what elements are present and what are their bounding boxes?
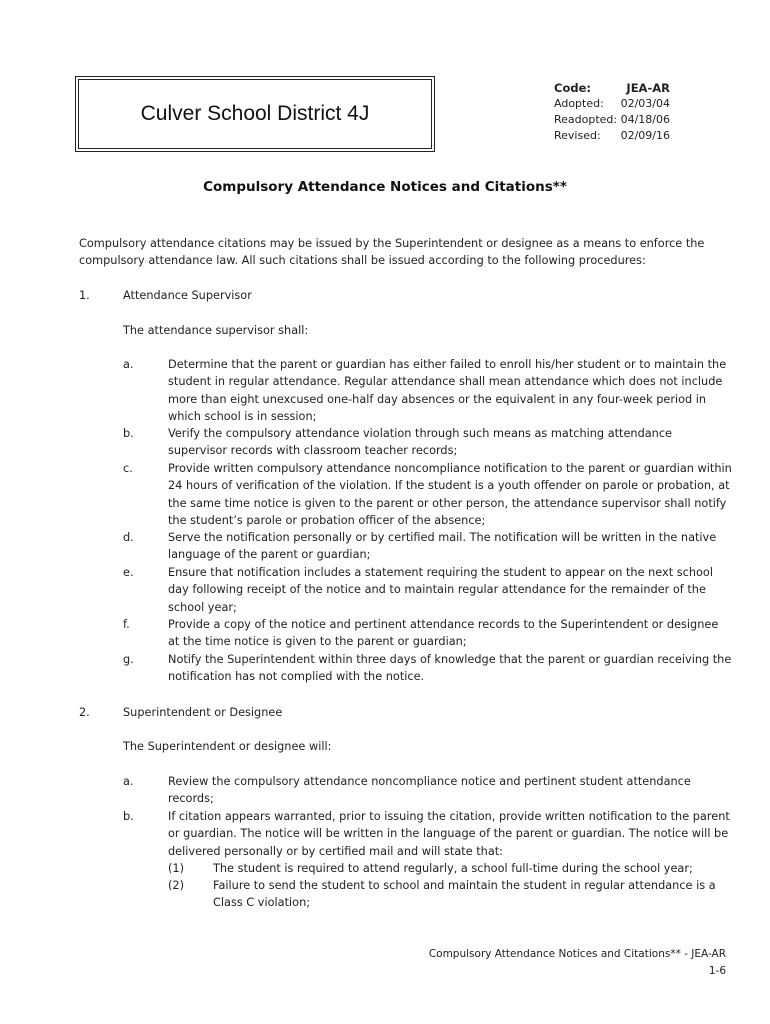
list-item xyxy=(123,773,733,808)
item-letter: c. xyxy=(123,462,133,475)
readopted-label: Readopted: xyxy=(554,113,618,126)
list-item xyxy=(123,529,733,564)
item-letter: b. xyxy=(123,427,134,440)
item-text: Provide a copy of the notice and pertinent attendance records to the Superintendent or designee at the time notice is given to the parent or guardian; xyxy=(168,618,719,649)
sub-item xyxy=(168,877,728,912)
item-letter: d. xyxy=(123,531,134,544)
item-text: Notify the Superintendent within three days of knowledge that the parent or guardian receiving the notification has not complied with the notice. xyxy=(168,653,732,684)
item-letter: g. xyxy=(123,653,134,666)
district-name: Culver School District 4J xyxy=(140,102,370,125)
code-label: Code: xyxy=(554,81,591,95)
item-text: Ensure that notification includes a statement requiring the student to appear on the next school day following receipt of the notice and to maintain regular attendance for the remainder of the school year; xyxy=(168,566,713,614)
sub-item-text: The student is required to attend regularly, a school full-time during the school year; xyxy=(213,862,693,875)
page-footer xyxy=(429,946,726,980)
revised-label: Revised: xyxy=(554,129,601,142)
section-title: Superintendent or Designee xyxy=(123,706,283,719)
sub-item xyxy=(168,860,728,877)
list-item xyxy=(123,808,733,860)
section-number: 2. xyxy=(79,706,90,719)
sub-item-text: Failure to send the student to school and maintain the student in regular attendance is a Class C violation; xyxy=(213,879,716,910)
list-item xyxy=(123,616,733,651)
readopted-row xyxy=(554,112,670,128)
item-text: Provide written compulsory attendance noncompliance notification to the parent or guardian within 24 hours of verification of the violation. If the student is a youth offender on parole or probation, at the same time notice is given to the parent or other person, the attendance supervisor shall notify the student’s parole or probation officer of the absence; xyxy=(168,462,732,527)
adopted-value: 02/03/04 xyxy=(620,97,670,110)
item-text: If citation appears warranted, prior to issuing the citation, provide written notification to the parent or guardian. The notice will be written in the language of the parent or guardian. The notice will be delivered personally or by certified mail and will state that: xyxy=(168,810,730,858)
item-letter: e. xyxy=(123,566,134,579)
sub-item-number: (1) xyxy=(168,862,185,875)
district-name-box xyxy=(78,79,432,149)
revised-value: 02/09/16 xyxy=(620,129,670,142)
section-number: 1. xyxy=(79,289,90,302)
readopted-value: 04/18/06 xyxy=(620,113,670,126)
item-letter: a. xyxy=(123,775,134,788)
item-letter: a. xyxy=(123,358,134,371)
code-row xyxy=(554,80,670,96)
section-lead: The attendance supervisor shall: xyxy=(123,324,309,337)
list-item xyxy=(123,651,733,686)
item-letter: b. xyxy=(123,810,134,823)
section-lead: The Superintendent or designee will: xyxy=(123,740,332,753)
document-title: Compulsory Attendance Notices and Citations** xyxy=(203,179,567,195)
page-number: 1-6 xyxy=(708,965,726,977)
adopted-row xyxy=(554,96,670,112)
item-letter: f. xyxy=(123,618,130,631)
footer-title: Compulsory Attendance Notices and Citations** - JEA-AR xyxy=(428,948,726,960)
list-item xyxy=(123,460,733,529)
list-item xyxy=(123,564,733,616)
section-title: Attendance Supervisor xyxy=(123,289,252,302)
revised-row xyxy=(554,128,670,144)
code-value: JEA-AR xyxy=(626,81,670,95)
list-item xyxy=(123,425,733,460)
sub-item-number: (2) xyxy=(168,879,185,892)
policy-metadata xyxy=(554,80,670,144)
intro-paragraph: Compulsory attendance citations may be issued by the Superintendent or designee as a means to enforce the compulsory attendance law. All such citations shall be issued according to the following procedures: xyxy=(79,237,705,268)
item-text: Determine that the parent or guardian has either failed to enroll his/her student or to maintain the student in regular attendance. Regular attendance shall mean attendance which does not include more than eight unexcused one-half day absences or the equivalent in any four-week period in which school is in session; xyxy=(168,358,727,423)
item-text: Review the compulsory attendance noncompliance notice and pertinent student attendance records; xyxy=(168,775,691,806)
item-text: Serve the notification personally or by certified mail. The notification will be written in the native language of the parent or guardian; xyxy=(168,531,717,562)
list-item xyxy=(123,356,733,425)
adopted-label: Adopted: xyxy=(554,97,604,110)
item-text: Verify the compulsory attendance violation through such means as matching attendance supervisor records with classroom teacher records; xyxy=(168,427,673,458)
